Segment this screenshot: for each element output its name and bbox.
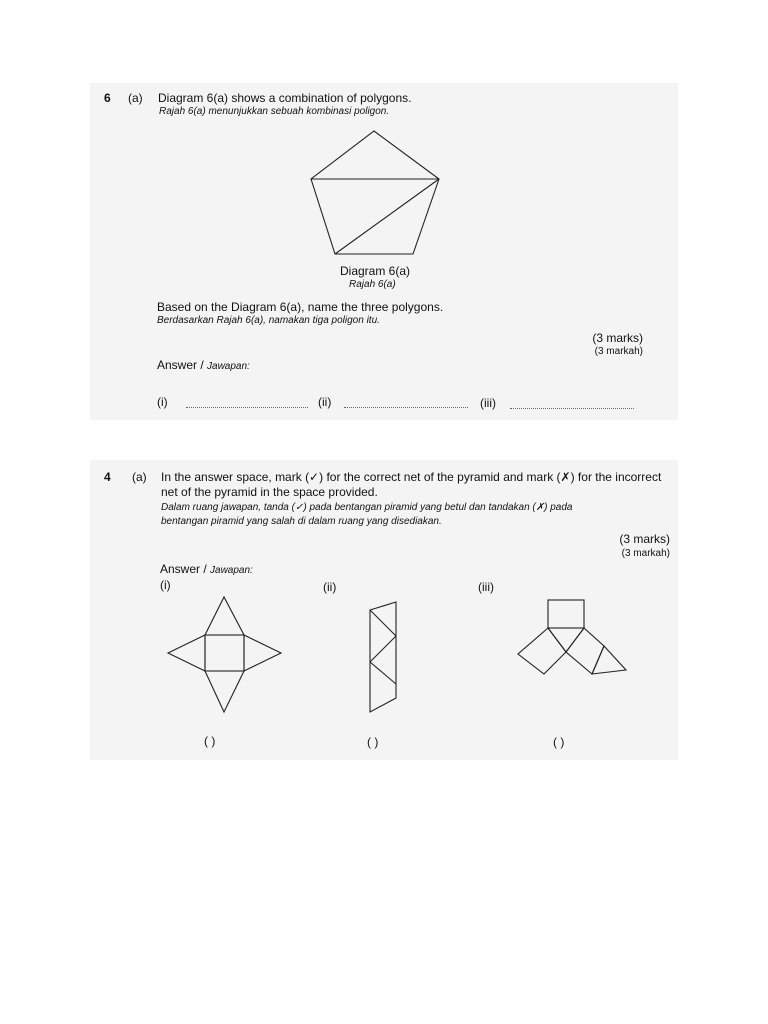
net-square — [205, 635, 244, 671]
question-text-en-line1: In the answer space, mark (✓) for the correct net of the pyramid and mark (✗) for the incorrect — [161, 470, 662, 484]
answer-label-ii: (ii) — [318, 395, 332, 409]
net-square-tilted — [518, 628, 566, 674]
answer-box-i[interactable]: ( ) — [204, 734, 216, 748]
question-number: 6 — [104, 91, 111, 105]
net-square — [548, 600, 584, 628]
question-part: (a) — [132, 470, 147, 484]
question-text-ms-line2: bentangan piramid yang salah di dalam ruang yang disediakan. — [161, 516, 442, 527]
question-text-ms: Rajah 6(a) menunjukkan sebuah kombinasi poligon. — [159, 106, 390, 117]
diagram-label-ms: Rajah 6(a) — [349, 279, 396, 290]
net-triangle — [168, 635, 205, 671]
net-label-iii: (iii) — [478, 580, 494, 594]
answer-line-i[interactable] — [186, 407, 308, 408]
net-triangle — [592, 646, 626, 674]
pyramid-net-i — [160, 592, 290, 718]
marks-label-ms: (3 markah) — [621, 548, 670, 559]
question-number: 4 — [104, 470, 111, 484]
net-fold-line — [370, 610, 396, 636]
answer-label: Answer / Jawapan: — [157, 358, 250, 372]
marks-label-ms: (3 markah) — [594, 346, 643, 357]
net-label-ii: (ii) — [323, 580, 337, 594]
diagonal-line — [335, 179, 439, 254]
net-fold-line — [370, 636, 396, 662]
marks-label: (3 marks) — [592, 331, 643, 345]
net-triangle — [205, 671, 244, 712]
instruction-en: Based on the Diagram 6(a), name the three polygons. — [157, 300, 444, 314]
net-triangle — [244, 635, 281, 671]
question-part: (a) — [128, 91, 143, 105]
question-text-en: Diagram 6(a) shows a combination of polygons. — [158, 91, 412, 105]
answer-label: Answer / Jawapan: — [160, 562, 253, 576]
instruction-ms: Berdasarkan Rajah 6(a), namakan tiga poligon itu. — [157, 315, 380, 326]
answer-line-iii[interactable] — [510, 408, 634, 409]
marks-label: (3 marks) — [619, 532, 670, 546]
answer-box-ii[interactable]: ( ) — [367, 735, 379, 749]
net-square-tilted — [566, 628, 604, 674]
answer-label-i: (i) — [157, 395, 168, 409]
net-label-i: (i) — [160, 578, 171, 592]
pyramid-net-ii — [360, 600, 410, 716]
net-outline — [370, 602, 396, 712]
answer-label-iii: (iii) — [480, 396, 496, 410]
net-fold-line — [370, 662, 396, 684]
question-text-ms-line1: Dalam ruang jawapan, tanda (✓) pada bentangan piramid yang betul dan tandakan (✗) pada — [161, 502, 573, 513]
answer-box-iii[interactable]: ( ) — [553, 735, 565, 749]
diagram-label: Diagram 6(a) — [340, 264, 411, 278]
pyramid-net-iii — [510, 592, 640, 682]
net-triangle — [205, 597, 244, 635]
answer-line-ii[interactable] — [344, 407, 468, 408]
net-triangle — [548, 628, 584, 652]
pentagon-diagram — [300, 126, 450, 262]
question-text-en-line2: net of the pyramid in the space provided. — [161, 485, 378, 499]
